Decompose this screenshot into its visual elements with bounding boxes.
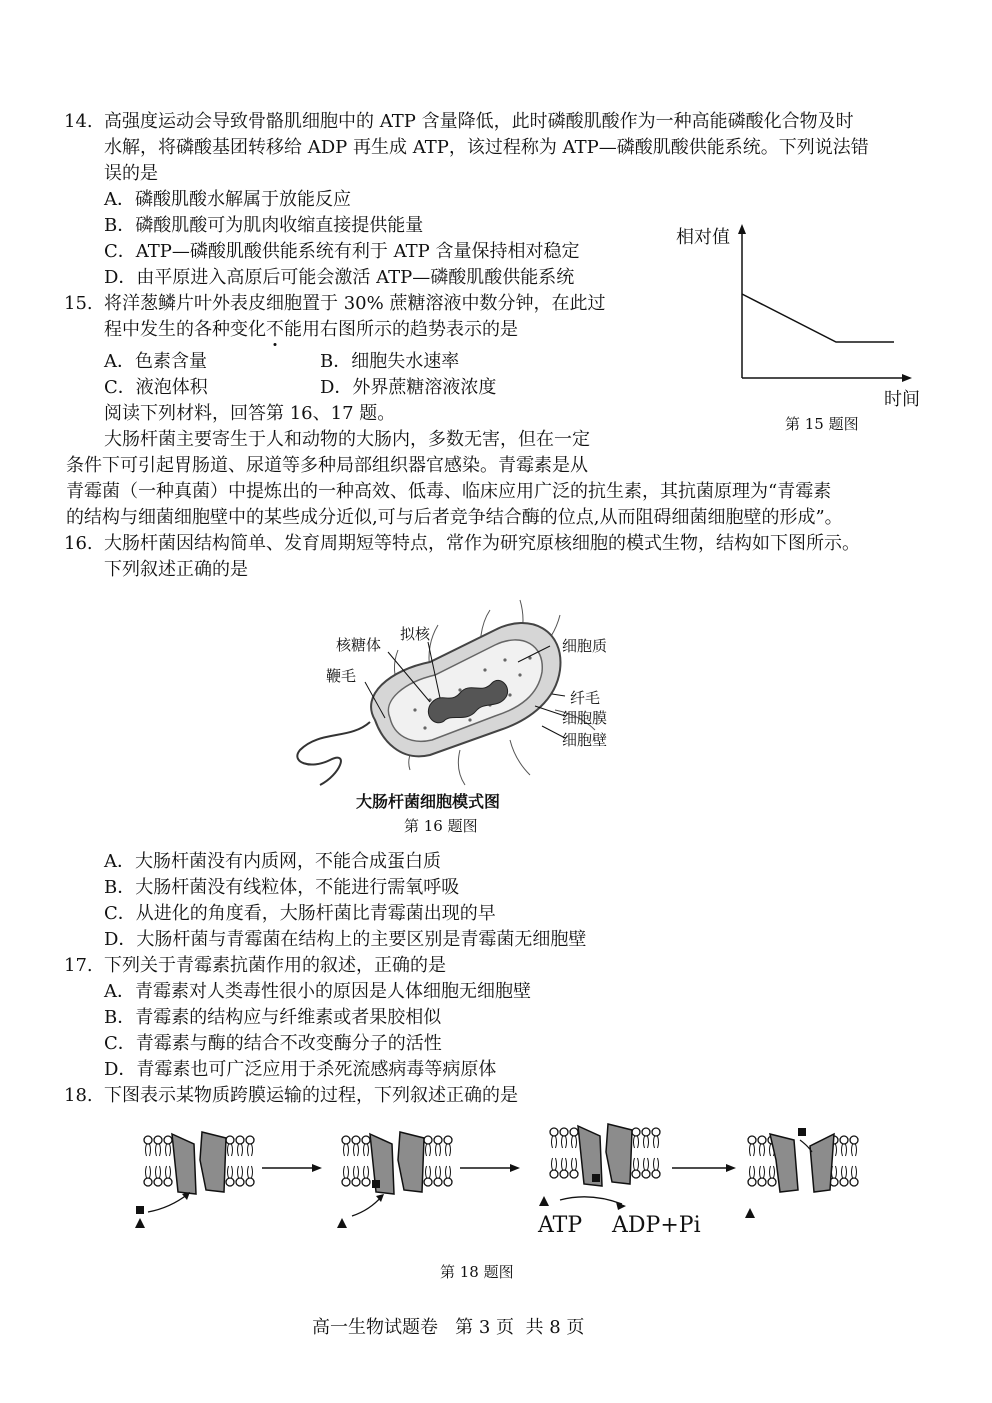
q15-stem-line2: [104, 318, 518, 342]
arrow-2: [460, 1164, 520, 1172]
label-nucleoid: 拟核: [400, 625, 431, 643]
q15-option-a: A．色素含量: [104, 351, 207, 372]
q15-emphasis-not: 不: [266, 319, 284, 340]
q17-stem: 下列关于青霉素抗菌作用的叙述，正确的是: [104, 955, 446, 976]
q15-caption: 第 15 题图: [785, 415, 859, 433]
q14-stem-line1: 高强度运动会导致骨骼肌细胞中的 ATP 含量降低，此时磷酸肌酸作为一种高能磷酸化合物及时: [104, 111, 854, 132]
q15-option-c: C．液泡体积: [104, 377, 208, 398]
flagellum-shape: [297, 722, 370, 785]
q15-trend-line: [742, 294, 894, 342]
q17-option-a: A．青霉素对人类毒性很小的原因是人体细胞无细胞壁: [104, 981, 531, 1002]
q18-number: 18.: [64, 1085, 93, 1106]
q14-option-b: B．磷酸肌酸可为肌肉收缩直接提供能量: [104, 215, 424, 236]
q15-stem-line1: 将洋葱鳞片叶外表皮细胞置于 30% 蔗糖溶液中数分钟，在此过: [104, 293, 606, 314]
q16-number: 16.: [64, 533, 93, 554]
q15-option-d: D．外界蔗糖溶液浓度: [320, 377, 497, 398]
label-cytoplasm: 细胞质: [562, 637, 608, 655]
stage-4: [745, 1128, 858, 1218]
q17-number: 17.: [64, 955, 93, 976]
q14-stem-line3: 误的是: [104, 163, 158, 184]
q15-x-label: 时间: [884, 389, 920, 410]
q15-x-axis-arrow: [902, 374, 912, 382]
material-para-line2: 条件下可引起胃肠道、尿道等多种局部组织器官感染。青霉素是从: [66, 455, 588, 476]
q17-option-b: B．青霉素的结构应与纤维素或者果胶相似: [104, 1007, 442, 1028]
q16-option-c: C．从进化的角度看，大肠杆菌比青霉菌出现的早: [104, 903, 496, 924]
arrow-1: [262, 1164, 322, 1172]
q17-option-c: C．青霉素与酶的结合不改变酶分子的活性: [104, 1033, 442, 1054]
label-ribosome: 核糖体: [336, 636, 382, 654]
material-para-line4: 的结构与细菌细胞壁中的某些成分近似,可与后者竞争结合酶的位点,从而阻碍细菌细胞壁的形成”。: [66, 507, 843, 528]
q14-option-c: C．ATP—磷酸肌酸供能系统有利于 ATP 含量保持相对稳定: [104, 241, 580, 262]
q16-ecoli-diagram: [280, 590, 680, 790]
q16-option-a: A．大肠杆菌没有内质网，不能合成蛋白质: [104, 851, 441, 872]
arrow-3: [672, 1164, 736, 1172]
label-flagellum: 鞭毛: [326, 667, 357, 685]
q16-stem-line1: 大肠杆菌因结构简单、发育周期短等特点，常作为研究原核细胞的模式生物，结构如下图所示。: [104, 533, 860, 554]
q15-stem-line2-part3: 能用右图所示的趋势表示的是: [284, 319, 518, 340]
stage-1: [135, 1132, 254, 1228]
q16-stem-line2: 下列叙述正确的是: [104, 559, 248, 580]
q15-option-b: B．细胞失水速率: [320, 351, 460, 372]
q14-option-d: D．由平原进入高原后可能会激活 ATP—磷酸肌酸供能系统: [104, 267, 575, 288]
q15-y-axis-arrow: [738, 224, 746, 234]
stage-2: [337, 1132, 452, 1228]
material-intro: 阅读下列材料，回答第 16、17 题。: [104, 403, 396, 424]
q15-trend-graph: [730, 222, 920, 392]
q16-option-b: B．大肠杆菌没有线粒体，不能进行需氧呼吸: [104, 877, 460, 898]
q18-adp-label: ADP+Pi: [612, 1213, 701, 1238]
material-para-line3: 青霉菌（一种真菌）中提炼出的一种高效、低毒、临床应用广泛的抗生素，其抗菌原理为“青霉素: [66, 481, 832, 502]
page-footer: 高一生物试题卷 第 3 页 共 8 页: [312, 1317, 585, 1338]
q17-option-d: D．青霉素也可广泛应用于杀死流感病毒等病原体: [104, 1059, 497, 1080]
q14-option-a: A．磷酸肌酸水解属于放能反应: [104, 189, 351, 210]
q15-y-label: 相对值: [676, 227, 730, 248]
q15-number: 15.: [64, 293, 93, 314]
q18-atp-label: ATP: [538, 1213, 583, 1238]
q16-option-d: D．大肠杆菌与青霉菌在结构上的主要区别是青霉菌无细胞壁: [104, 929, 587, 950]
label-pilus: 纤毛: [570, 689, 601, 707]
q14-number: 14.: [64, 111, 93, 132]
label-wall: 细胞壁: [562, 731, 608, 749]
q18-stem: 下图表示某物质跨膜运输的过程，下列叙述正确的是: [104, 1085, 518, 1106]
q18-caption: 第 18 题图: [440, 1263, 514, 1281]
stage-3: [539, 1124, 660, 1210]
label-membrane: 细胞膜: [562, 709, 608, 727]
q16-figure-title: 大肠杆菌细胞模式图: [356, 792, 501, 811]
q14-stem-line2: 水解，将磷酸基团转移给 ADP 再生成 ATP，该过程称为 ATP—磷酸肌酸供能系统。下列说法错: [104, 137, 869, 158]
q15-stem-line2-part1: 程中发生的各种变化: [104, 319, 266, 340]
q16-caption: 第 16 题图: [404, 817, 478, 835]
q18-transport-diagram: [130, 1120, 870, 1240]
material-para-line1: 大肠杆菌主要寄生于人和动物的大肠内，多数无害，但在一定: [104, 429, 590, 450]
